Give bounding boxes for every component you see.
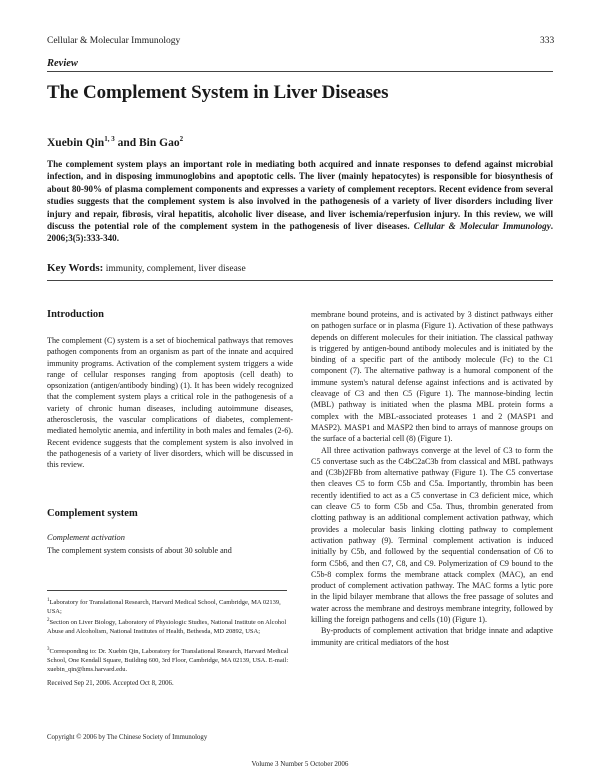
author-gao-affiliation: 2 — [179, 135, 184, 143]
introduction-paragraph: The complement (C) system is a set of biochemical pathways that removes pathogen components from an organism as part of the innate and acquired immunity programs. Activation of the complement system triggers a wide range of cellular responses ranging from apoptosis (cell death) to opsonization (antigen/antibody binding) (1). It has been widely recognized that the complement system plays a critical role in the pathogenesis of a variety of chronic human diseases, including autoimmune diseases, atherosclerosis, the vascular complications of diabetes, complement-mediated hemolytic anemia, and infertility in both males and females (2-6). Recent evidence suggests that the complement system is also involved in the pathogenesis of a variety of liver disorders, which will be discussed in this review. — [47, 336, 293, 470]
page-number: 333 — [540, 36, 555, 46]
footnote-divider — [47, 590, 287, 591]
issue-footer: Volume 3 Number 5 October 2006 — [251, 760, 349, 768]
author-qin: Xuebin Qin — [47, 136, 105, 149]
author-line — [47, 135, 183, 149]
complement-activation-body — [47, 545, 293, 556]
right-paragraph-3: By-products of complement activation that bridge innate and adaptive immunity are critical mediators of the host — [311, 626, 553, 647]
abstract-citation-journal: Cellular & Molecular Immunology — [413, 221, 551, 232]
author-gao: Bin Gao — [139, 136, 180, 149]
article-type-label: Review — [47, 58, 78, 69]
right-paragraph-2: All three activation pathways converge at the level of C3 to form the C5 convertase such as the C4bC2aC3b from classical and MBL pathways and (C3b)2FBb from alternative pathway (Figure 1). The C5 convertase then cleaves C5 to form C5b and C5a. Importantly, thrombin has been recently identified to act as a C5 convertase in C3 deficient mice, which can cleave C5 to form C5b and C5a. Thus, thrombin generated from clotting pathway is an additional complement activation pathway, which provides a molecular basis linking clotting pathway to complement activation pathway (9). Terminal complement activation is induced initially by C5b, and followed by the sequential condensation of C6 to form C5b6, and then C7, C8, and C9. Polymerization of C9 bound to the C5b-8 complex forms the membrane attack complex (MAC), an end product of complement activation pathway. The MAC forms a lytic pore in the lipid bilayer membrane that allows the free passage of solutes and water across the membrane and destroys membrane integrity, followed by killing the foreign pathogens and cells (10) (Figure 1). — [311, 445, 553, 625]
right-column — [311, 309, 553, 648]
received-dates: Received Sep 21, 2006. Accepted Oct 8, 2006. — [47, 680, 174, 687]
article-title: The Complement System in Liver Diseases — [47, 82, 389, 103]
author-conjunction: and — [114, 136, 139, 149]
copyright-notice: Copyright © 2006 by The Chinese Society of Immunology — [47, 734, 208, 741]
footnote-correspondence — [47, 646, 293, 675]
footnote-3-marker: 3 — [47, 647, 50, 652]
complement-activation-paragraph: The complement system consists of about 30 soluble and — [47, 546, 232, 555]
header-divider — [47, 71, 553, 72]
abstract-citation-details: . 2006;3(5):333-340. — [47, 221, 554, 244]
complement-activation-subheading: Complement activation — [47, 533, 125, 542]
keywords-divider — [47, 280, 553, 281]
introduction-body — [47, 335, 293, 471]
keywords-label: Key Words: — [47, 262, 104, 274]
footnote-1-marker: 1 — [47, 598, 50, 603]
introduction-heading: Introduction — [47, 309, 104, 320]
footnote-affiliation-2 — [47, 617, 293, 637]
running-head-journal: Cellular & Molecular Immunology — [47, 36, 181, 46]
right-paragraph-1: membrane bound proteins, and is activated by 3 distinct pathways either on pathogen surface or in plasma (Figure 1). Activation of these pathways depends on different molecules for their initiation. The classical pathway is triggered by antigen-bound antibody molecules and is initiated by the binding of a specific part of the antibody molecule (Fc) to the C1 component (7). The alternative pathway is a humoral component of the immune system's natural defense against infections and is activated by cleavage of C3 and then C5 (Figure 1). The mannose-binding lectin (MBL) pathway is initiated when the plasma MBL protein forms a complex with the MBL-associated proteases 1 and 2 (MASP1 and MASP2). MASP1 and MASP2 then bind to arrays of mannose groups on the surface of a bacterial cell (8) (Figure 1). — [311, 310, 553, 444]
author-qin-affiliation: 1, 3 — [104, 135, 115, 143]
footnote-3-text: Corresponding to: Dr. Xuebin Qin, Laboratory for Translational Research, Harvard Medical School, One Kendall Square, Building 600, 3rd Floor, Cambridge, MA 02139, USA. E-mail: xuebin_qin@hms.harvard.edu. — [47, 648, 289, 673]
footnote-1-text: Laboratory for Translational Research, Harvard Medical School, Cambridge, MA 02139, USA; — [47, 599, 281, 616]
footnote-affiliation-1 — [47, 597, 293, 617]
keywords-list: immunity, complement, liver disease — [103, 264, 246, 274]
abstract — [47, 158, 553, 245]
complement-system-heading: Complement system — [47, 508, 138, 519]
footnote-2-text: Section on Liver Biology, Laboratory of Physiologic Studies, National Institute on Alcohol Abuse and Alcoholism, National Institutes of Health, Bethesda, MD 20892, USA; — [47, 619, 287, 636]
keywords — [47, 262, 246, 274]
abstract-text: The complement system plays an important role in mediating both acquired and innate responses to defend against microbial infection, and in disposing immunoglobins and apoptotic cells. The liver (mainly hepatocytes) is responsible for biosynthesis of about 80-90% of plasma complement components and expresses a variety of complement receptors. Recent evidence from several studies suggests that the complement system is also involved in the pathogenesis of a variety of liver disorders including liver injury and repair, fibrosis, viral hepatitis, alcoholic liver disease, and liver ischemia/reperfusion injury. In this review, we will discuss the potential role of the complement system in the pathogenesis of liver diseases. — [47, 159, 553, 232]
footnote-2-marker: 2 — [47, 618, 50, 623]
